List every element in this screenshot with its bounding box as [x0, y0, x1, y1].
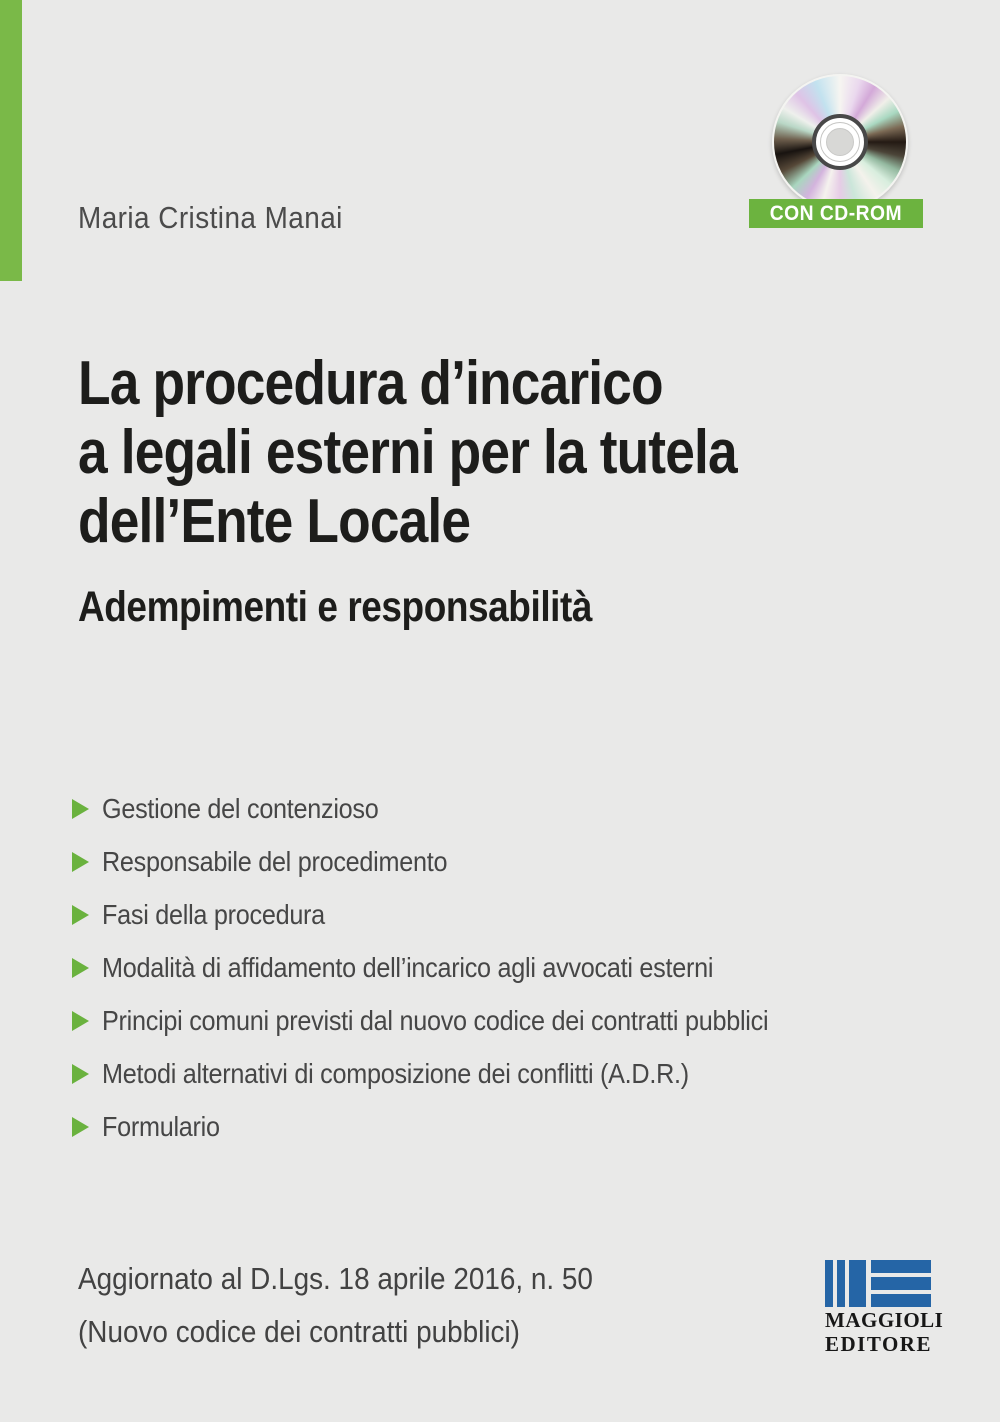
list-item-label: Metodi alternativi di composizione dei conflitti (A.D.R.) [102, 1057, 689, 1089]
logo-bar-horizontal-2 [871, 1277, 931, 1290]
logo-bar-vertical-3 [849, 1260, 866, 1307]
bullet-triangle-icon [72, 958, 89, 978]
list-item [72, 994, 842, 1047]
bullet-triangle-icon [72, 1117, 89, 1137]
book-title-line-1: La procedura d’incarico [78, 349, 663, 418]
logo-bar-horizontal-3 [871, 1294, 931, 1307]
logo-e-column [871, 1260, 931, 1307]
bullet-triangle-icon [72, 905, 89, 925]
update-note-line-2: (Nuovo codice dei contratti pubblici) [78, 1314, 520, 1349]
list-item-label: Modalità di affidamento dell’incarico agli avvocati esterni [102, 951, 714, 983]
logo-bar-vertical-1 [825, 1260, 833, 1307]
list-item [72, 888, 842, 941]
list-item-label: Gestione del contenzioso [102, 792, 379, 824]
bullet-triangle-icon [72, 852, 89, 872]
book-title-line-2: a legali esterni per la tutela [78, 418, 737, 487]
list-item [72, 782, 842, 835]
topics-list [72, 782, 842, 1153]
publisher-name-line-1: MAGGIOLI [825, 1308, 944, 1332]
bullet-triangle-icon [72, 799, 89, 819]
green-accent-bar [0, 0, 22, 281]
publisher-name-line-2: EDITORE [825, 1332, 932, 1356]
cd-rom-badge [749, 199, 923, 228]
cd-center-hole [826, 128, 854, 156]
cd-rom-illustration [749, 74, 923, 228]
cd-rom-badge-label: CON CD-ROM [769, 201, 903, 225]
logo-bar-horizontal-1 [871, 1260, 931, 1273]
list-item-label: Responsabile del procedimento [102, 845, 448, 877]
list-item [72, 941, 842, 994]
publisher-mark-icon [825, 1260, 931, 1307]
book-title-line-3: dell’Ente Locale [78, 487, 471, 556]
bullet-triangle-icon [72, 1011, 89, 1031]
book-subtitle: Adempimenti e responsabilità [78, 583, 593, 631]
author-name: Maria Cristina Manai [78, 200, 343, 235]
list-item [72, 835, 842, 888]
update-note-line-1: Aggiornato al D.Lgs. 18 aprile 2016, n. 50 [78, 1261, 593, 1296]
book-title [78, 349, 844, 556]
list-item [72, 1100, 842, 1153]
publisher-logo [825, 1260, 944, 1356]
bullet-triangle-icon [72, 1064, 89, 1084]
logo-bar-vertical-2 [837, 1260, 845, 1307]
list-item-label: Formulario [102, 1110, 220, 1142]
list-item-label: Principi comuni previsti dal nuovo codice dei contratti pubblici [102, 1004, 769, 1036]
update-note [78, 1252, 650, 1358]
list-item [72, 1047, 842, 1100]
cd-hub-ring [820, 122, 860, 162]
list-item-label: Fasi della procedura [102, 898, 325, 930]
cd-disc-icon [772, 74, 908, 210]
cd-hub [812, 114, 868, 170]
